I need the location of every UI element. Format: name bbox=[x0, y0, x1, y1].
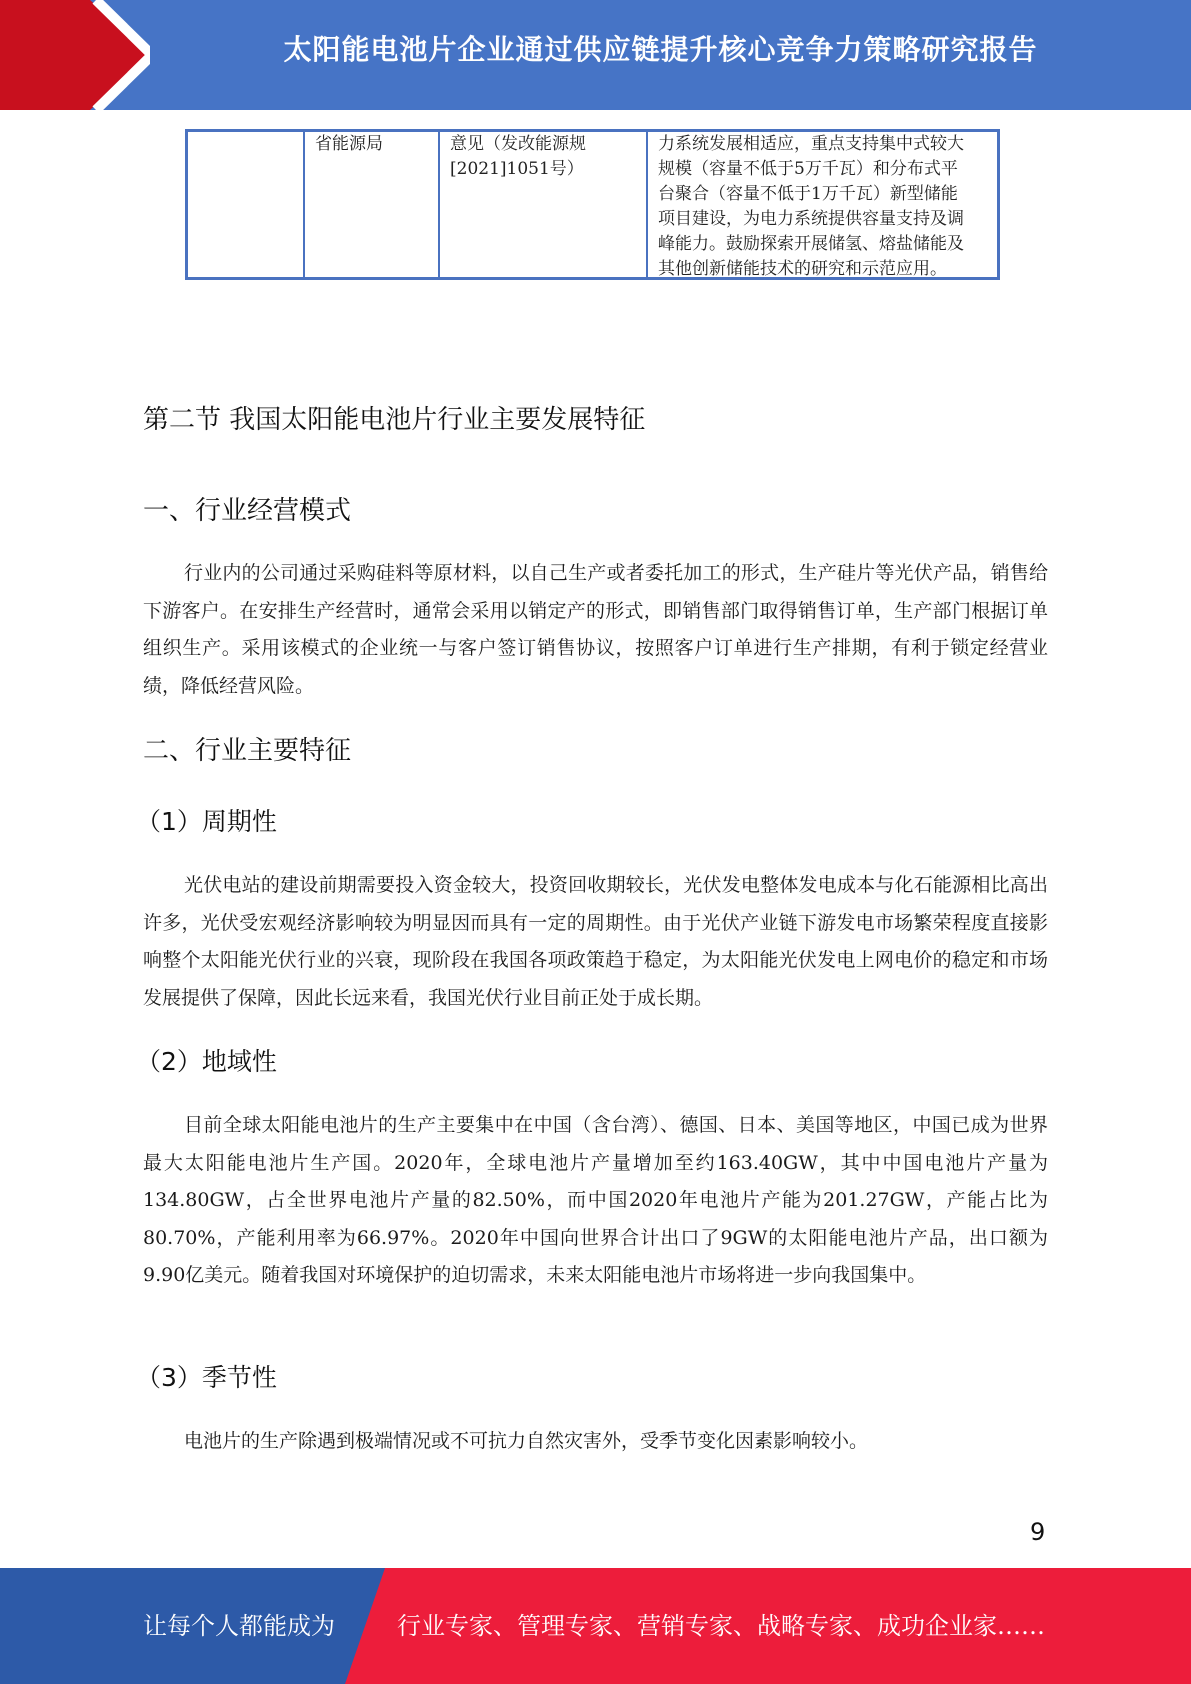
content-line: 项目建设，为电力系统提供容量支持及调 bbox=[658, 209, 964, 229]
paragraph-seasonality: 电池片的生产除遇到极端情况或不可抗力自然灾害外，受季节变化因素影响较小。 bbox=[184, 1430, 869, 1452]
content-line: 峰能力。鼓励探索开展储氢、熔盐储能及 bbox=[658, 234, 964, 254]
report-title: 太阳能电池片企业通过供应链提升核心竞争力策略研究报告 bbox=[283, 33, 1038, 66]
heading-business-model: 一、行业经营模式 bbox=[143, 496, 352, 526]
document-line-1: 意见（发改能源规 bbox=[450, 134, 586, 154]
paragraph-regionality: 目前全球太阳能电池片的生产主要集中在中国（含台湾）、德国、日本、美国等地区，中国已成为世界最大太阳能电池片生产国。2020年，全球电池片产量增加至约163.40GW，其中中国电池片产量为134.80GW，占全世界电池片产量的82.50%，而中国2020年电池片产能为201.27GW，产能占比为80.70%，产能利用率为66.97%。2020年中国向世界合计出口了9GW的太阳能电池片产品，出口额为9.90亿美元。随着我国对环境保护的迫切需求，未来太阳能电池片市场将进一步向我国集中。 bbox=[143, 1114, 1048, 1286]
heading-main-features: 二、行业主要特征 bbox=[143, 736, 352, 766]
page-number: 9 bbox=[1030, 1518, 1046, 1546]
content-line: 其他创新储能技术的研究和示范应用。 bbox=[658, 259, 947, 279]
header-arrow-decoration bbox=[0, 0, 150, 110]
page-header-band bbox=[0, 0, 1191, 110]
document-line-2: [2021]1051号） bbox=[450, 159, 584, 179]
content-line: 规模（容量不低于5万千瓦）和分布式平 bbox=[658, 159, 958, 179]
content-line: 力系统发展相适应，重点支持集中式较大 bbox=[658, 134, 964, 154]
footer-slogan-left: 让每个人都能成为 bbox=[143, 1612, 335, 1640]
policy-table bbox=[185, 129, 1000, 280]
heading-cyclicality: （1）周期性 bbox=[136, 807, 277, 836]
table-cell-content bbox=[648, 132, 997, 277]
page-footer-band bbox=[0, 1568, 1191, 1684]
table-cell-department bbox=[305, 132, 440, 277]
content-line: 台聚合（容量不低于1万千瓦）新型储能 bbox=[658, 184, 958, 204]
section-heading: 第二节 我国太阳能电池片行业主要发展特征 bbox=[143, 405, 646, 435]
table-cell-document bbox=[440, 132, 648, 277]
heading-regionality: （2）地域性 bbox=[136, 1047, 277, 1076]
paragraph-business-model: 行业内的公司通过采购硅料等原材料，以自己生产或者委托加工的形式，生产硅片等光伏产品，销售给下游客户。在安排生产经营时，通常会采用以销定产的形式，即销售部门取得销售订单，生产部门根据订单组织生产。采用该模式的企业统一与客户签订销售协议，按照客户订单进行生产排期，有利于锁定经营业绩，降低经营风险。 bbox=[143, 562, 1048, 697]
footer-slogan-right: 行业专家、管理专家、营销专家、战略专家、成功企业家…… bbox=[397, 1612, 1045, 1640]
table-cell-empty bbox=[188, 132, 305, 277]
department-text: 省能源局 bbox=[315, 134, 383, 154]
heading-seasonality: （3）季节性 bbox=[136, 1363, 277, 1392]
paragraph-cyclicality: 光伏电站的建设前期需要投入资金较大，投资回收期较长，光伏发电整体发电成本与化石能源相比高出许多，光伏受宏观经济影响较为明显因而具有一定的周期性。由于光伏产业链下游发电市场繁荣程度直接影响整个太阳能光伏行业的兴衰，现阶段在我国各项政策趋于稳定，为太阳能光伏发电上网电价的稳定和市场发展提供了保障，因此长远来看，我国光伏行业目前正处于成长期。 bbox=[143, 874, 1048, 1009]
